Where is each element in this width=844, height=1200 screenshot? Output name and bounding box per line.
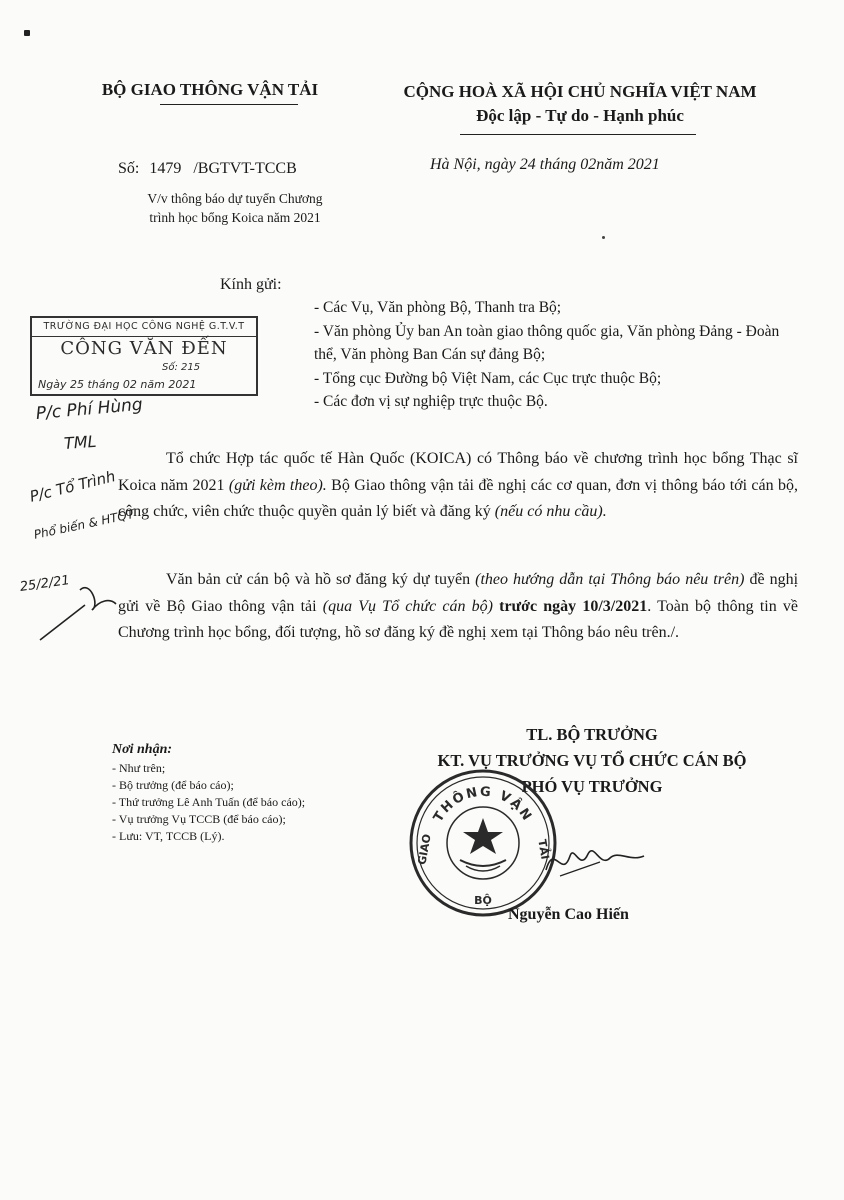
ministry-name: BỘ GIAO THÔNG VẬN TẢI — [101, 80, 319, 99]
deadline: trước ngày 10/3/2021 — [492, 597, 648, 615]
svg-text:BỘ: BỘ — [474, 894, 492, 907]
recipients-footer-item: - Bộ trưởng (để báo cáo); — [112, 778, 234, 792]
body-text: Bộ Giao thông vận tải đề nghị các cơ quan, đơn vị thông báo tới cán bộ, công chức, viên chức thuộc quyền quản lý biết và đăng ký — [118, 476, 799, 520]
signer-name: Nguyễn Cao Hiến — [508, 906, 629, 923]
salutation: Kính gửi: — [220, 276, 282, 293]
handwritten-signature — [540, 832, 650, 892]
stamp-number: Số: 215 — [162, 362, 201, 373]
incoming-stamp — [30, 316, 258, 396]
recipients-footer-list — [112, 760, 305, 845]
stamp-date: Ngày 25 tháng 02 năm 2021 — [38, 378, 197, 391]
number-code: /BGTVT-TCCB — [193, 160, 297, 177]
handwritten-note: 25/2/21 — [18, 573, 71, 595]
signature-title: KT. VỤ TRƯỞNG VỤ TỔ CHỨC CÁN BỘ — [437, 751, 747, 770]
handwritten-note: P/c Tổ Trình — [27, 467, 118, 506]
number-value: 1479 — [149, 160, 182, 177]
ink-speck — [602, 236, 605, 239]
nation-title: CỘNG HOÀ XÃ HỘI CHỦ NGHĨA VIỆT NAM — [403, 82, 757, 101]
ink-speck — [24, 30, 30, 36]
document-subject — [110, 189, 360, 227]
svg-text:THÔNG VẬN: THÔNG VẬN — [430, 784, 536, 825]
body-text: đề nghị gửi về Bộ Giao thông vận tải — [118, 571, 799, 615]
body-text: Văn bản cử cán bộ và hồ sơ đăng ký dự tuyển — [166, 571, 476, 588]
body-text-italic: (qua Vụ Tổ chức cán bộ) — [322, 597, 493, 615]
handwritten-scribble — [30, 570, 120, 650]
body-text-italic: (nếu có nhu cầu). — [494, 503, 607, 520]
handwritten-note: Phổ biến & HTQT — [32, 506, 136, 542]
motto-underline — [460, 134, 696, 135]
recipient-item: - Tổng cục Đường bộ Việt Nam, các Cục trực thuộc Bộ; — [314, 369, 662, 387]
body-paragraph — [118, 567, 798, 647]
recipients-footer-item: - Vụ trưởng Vụ TCCB (để báo cáo); — [112, 812, 286, 826]
recipients-footer-item: - Lưu: VT, TCCB (Lý). — [112, 829, 225, 843]
recipients-footer-title: Nơi nhận: — [112, 742, 173, 757]
recipient-item: - Các đơn vị sự nghiệp trực thuộc Bộ. — [314, 393, 548, 410]
body-text: Tổ chức Hợp tác quốc tế Hàn Quốc (KOICA) có Thông báo về chương trình học bổng Thạc sĩ Koica năm 2021 — [118, 450, 798, 494]
body-text-italic: (theo hướng dẫn tại Thông báo nêu trên) — [475, 571, 745, 588]
stamp-title: CÔNG VĂN ĐẾN — [60, 338, 228, 359]
number-label: Số: — [118, 160, 140, 177]
signature-title: TL. BỘ TRƯỞNG — [526, 725, 658, 744]
place-date: Hà Nội, ngày 24 tháng 02năm 2021 — [430, 156, 660, 173]
stamp-institution: TRƯỜNG ĐẠI HỌC CÔNG NGHỆ G.T.V.T — [32, 318, 256, 337]
body-text-italic: (gửi kèm theo). — [228, 476, 327, 494]
handwritten-note: P/c Phí Hùng — [35, 394, 144, 424]
recipients-footer-item: - Thứ trưởng Lê Anh Tuấn (để báo cáo); — [112, 795, 306, 809]
signature-title: PHÓ VỤ TRƯỞNG — [521, 777, 663, 796]
subject-line: trình học bổng Koica năm 2021 — [149, 210, 321, 225]
document-number — [118, 160, 297, 178]
recipient-item: - Các Vụ, Văn phòng Bộ, Thanh tra Bộ; — [314, 299, 562, 316]
subject-line: V/v thông báo dự tuyển Chương — [147, 191, 323, 206]
recipient-list — [314, 296, 794, 414]
svg-text:GIAO: GIAO — [415, 832, 434, 866]
body-paragraph — [118, 446, 798, 526]
nation-motto: Độc lập - Tự do - Hạnh phúc — [476, 106, 684, 125]
body-text: . Toàn bộ thông tin về Chương trình học bổng, đối tượng, hồ sơ đăng ký đề nghị xem tại Thông báo nêu trên./. — [118, 597, 799, 641]
national-motto — [380, 80, 780, 128]
handwritten-note: TML — [63, 431, 98, 453]
recipients-footer-item: - Như trên; — [112, 761, 166, 775]
official-seal — [408, 768, 558, 918]
ministry-underline — [160, 104, 298, 105]
recipient-item: - Văn phòng Ủy ban An toàn giao thông quốc gia, Văn phòng Đảng - Đoàn thể, Văn phòng Ban Cán sự đảng Bộ; — [314, 322, 780, 363]
svg-text:TẢI: TẢI — [535, 838, 552, 861]
